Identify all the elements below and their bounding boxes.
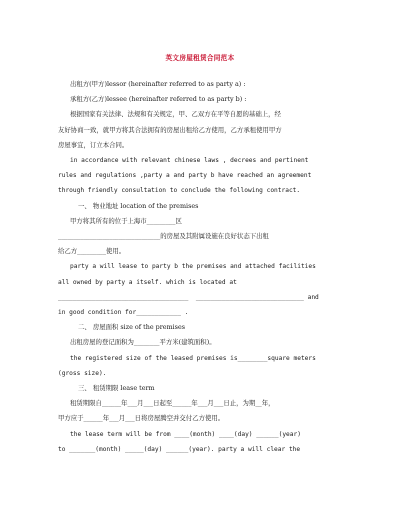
paragraph-line: 给乙方_________使用。 (58, 247, 126, 256)
paragraph-line: (gross size). (58, 369, 107, 377)
paragraph-line: through friendly consultation to conclude the following contract. (58, 187, 301, 195)
paragraph-line: 友好协商一致，就甲方将其合法拥有的房屋出租给乙方使用，乙方承租使用甲方 (58, 125, 282, 134)
paragraph-line: party a will lease to party b the premises and attached facilities (70, 263, 316, 271)
paragraph-line: 甲方将其所有的位于上海市_________区 (70, 216, 182, 225)
paragraph-line: rules and regulations ,party a and party b have reached an agreement (58, 172, 312, 180)
paragraph-line: 房屋事宜，订立本合同。 (58, 140, 129, 149)
paragraph-line: 根据国家有关法律、法规和有关规定，甲、乙双方在平等自愿的基础上，经 (70, 110, 281, 119)
paragraph-line: in accordance with relevant chinese laws , decrees and pertinent (70, 157, 309, 165)
section-heading-size: 二、 房屋面积 size of the premises (78, 323, 186, 332)
lessor-line: 出租方(甲方)lessor (hereinafter referred to as party a) : (70, 80, 246, 88)
paragraph-line: 租赁期限自______年___月___日起至______年___月___日止，为期__年， (70, 399, 275, 408)
paragraph-line: in good condition for____________ . (58, 309, 189, 317)
paragraph-line: to _______(month) _____(day) ______(year). party a will clear the (58, 445, 301, 453)
paragraph-line: ___________________________________ _____________________________ and (58, 293, 319, 301)
paragraph-line: the lease term will be from ____(month) ____(day) ______(year) (70, 430, 301, 438)
paragraph-line: 甲方应于______年___月___日将房屋腾空并交付乙方使用。 (58, 414, 225, 423)
paragraph-line: ________________________________的房屋及其附属设施在良好状态下出租 (58, 232, 269, 241)
paragraph-line: 出租房屋的登记面积为________平方米(建筑面积)。 (70, 338, 216, 347)
document-title: 英文房屋租赁合同范本 (165, 54, 235, 62)
paragraph-line: all owned by party a itself. which is located at (58, 278, 237, 286)
lessee-line: 承租方(乙方)lessee (hereinafter referred to as party b) : (70, 95, 247, 104)
section-heading-location: 一、 物业地址 location of the premises (78, 201, 199, 210)
paragraph-line: the registered size of the leased premises is________square meters (70, 354, 316, 362)
section-heading-term: 三、 租赁期限 lease term (78, 384, 155, 393)
